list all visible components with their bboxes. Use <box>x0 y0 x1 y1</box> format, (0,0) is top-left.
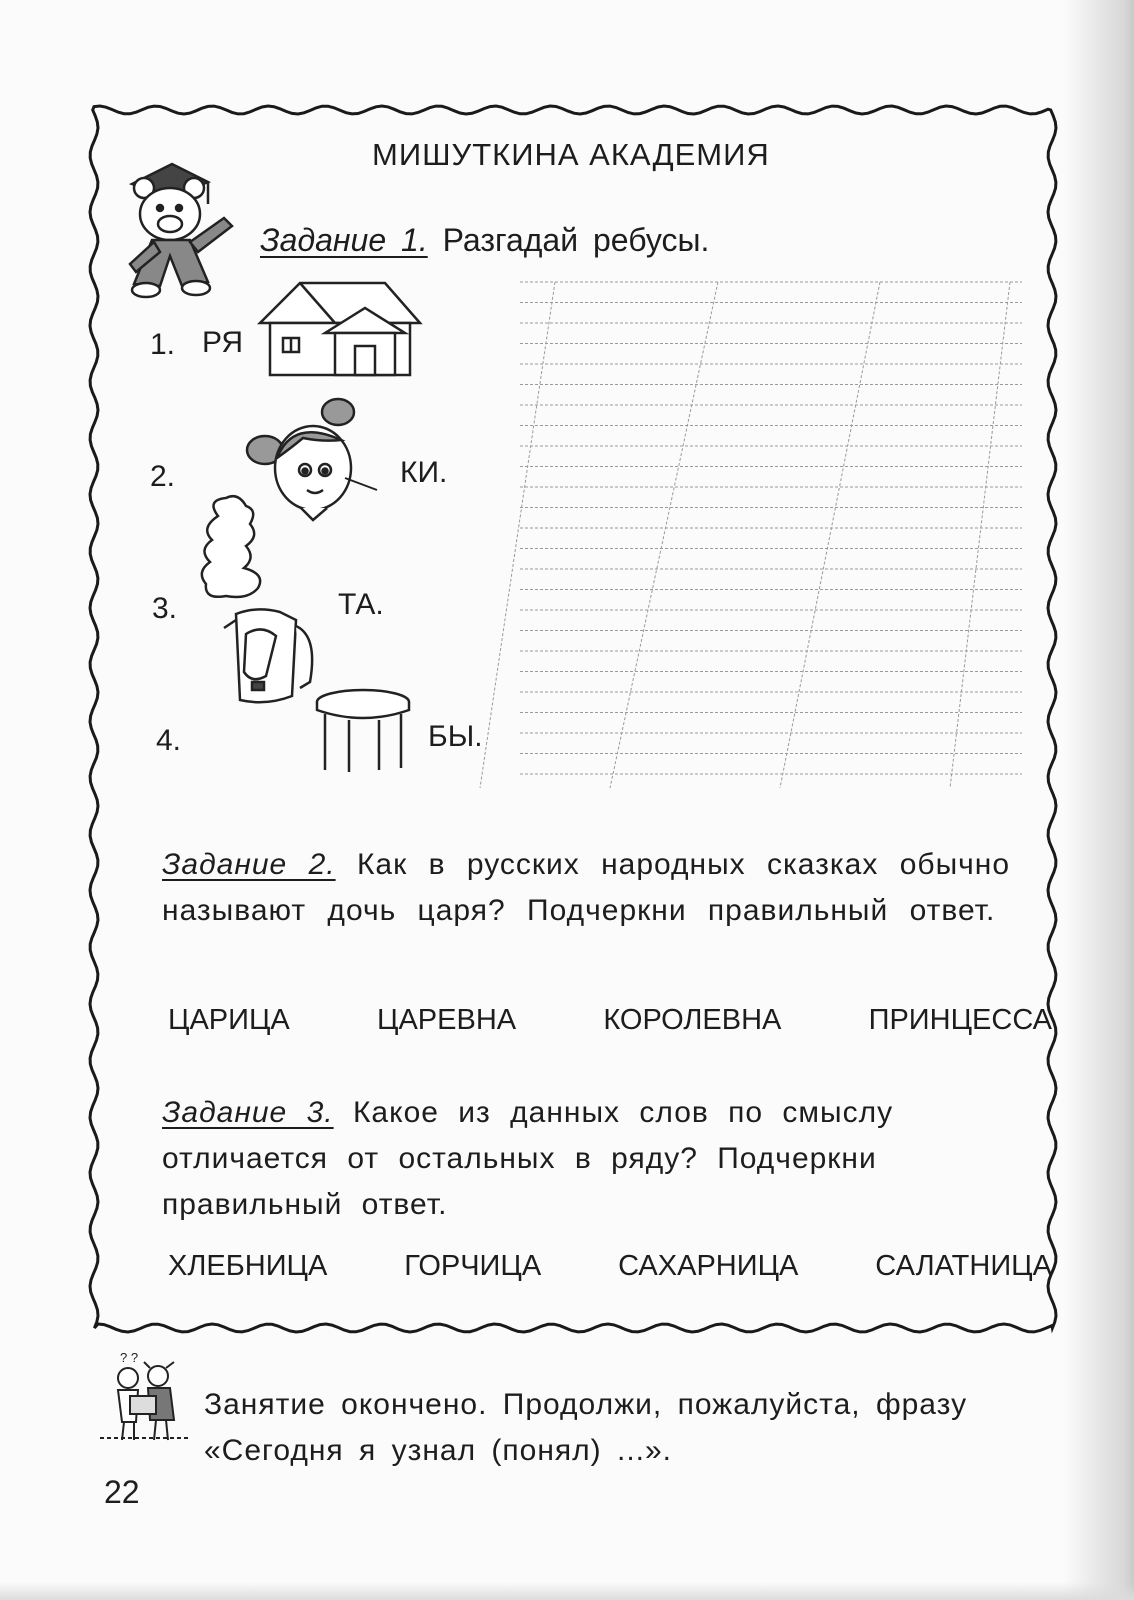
svg-text:? ?: ? ? <box>120 1350 139 1365</box>
task1-label: Задание 1. <box>260 222 428 258</box>
task3-text: Какое из данных слов по смыслу отличается от остальных в ряду? Подчеркни правильный ответ. <box>162 1096 894 1221</box>
task3-paragraph <box>162 1090 1052 1228</box>
task3-options <box>168 1250 1052 1283</box>
task2-options <box>168 1004 1052 1037</box>
page-number: 22 <box>104 1474 140 1510</box>
task2-paragraph <box>162 842 1052 934</box>
task3-option[interactable]: САЛАТНИЦА <box>875 1250 1052 1282</box>
children-reading-icon <box>100 1350 190 1442</box>
rebus4-number: 4. <box>156 724 182 757</box>
rebus2-number: 2. <box>150 460 176 493</box>
task2-option[interactable]: ПРИНЦЕССА <box>868 1004 1052 1036</box>
task2-label: Задание 2. <box>162 848 336 881</box>
rebus1-number: 1. <box>150 328 176 361</box>
task3-option[interactable]: ХЛЕБНИЦА <box>168 1250 328 1282</box>
page-title: МИШУТКИНА АКАДЕМИЯ <box>372 137 770 172</box>
rebus2-syllable: КИ. <box>400 456 448 489</box>
task3-label: Задание 3. <box>162 1096 334 1129</box>
task2-text: Как в русских народных сказках обычно называют дочь царя? Подчеркни правильный ответ. <box>162 848 1011 927</box>
task3-option[interactable]: САХАРНИЦА <box>618 1250 799 1282</box>
lesson-end-text <box>204 1382 967 1474</box>
rebus4-syllable: БЫ. <box>428 720 483 753</box>
grid-slant-line <box>480 282 555 788</box>
task2-option[interactable]: ЦАРЕВНА <box>377 1004 517 1036</box>
task3-option[interactable]: ГОРЧИЦА <box>404 1250 542 1282</box>
footer-line-1: Занятие окончено. Продолжи, пожалуйста, фразу <box>204 1388 968 1421</box>
task2-option[interactable]: КОРОЛЕВНА <box>603 1004 782 1036</box>
task2-option[interactable]: ЦАРИЦА <box>168 1004 290 1036</box>
footer-line-2: «Сегодня я узнал (понял) ...». <box>204 1434 673 1467</box>
rebus3-syllable: ТА. <box>338 588 384 621</box>
rebus3-number: 3. <box>152 592 178 625</box>
rebus1-syllable: РЯ <box>202 326 244 359</box>
task1-text: Разгадай ребусы. <box>442 222 710 258</box>
